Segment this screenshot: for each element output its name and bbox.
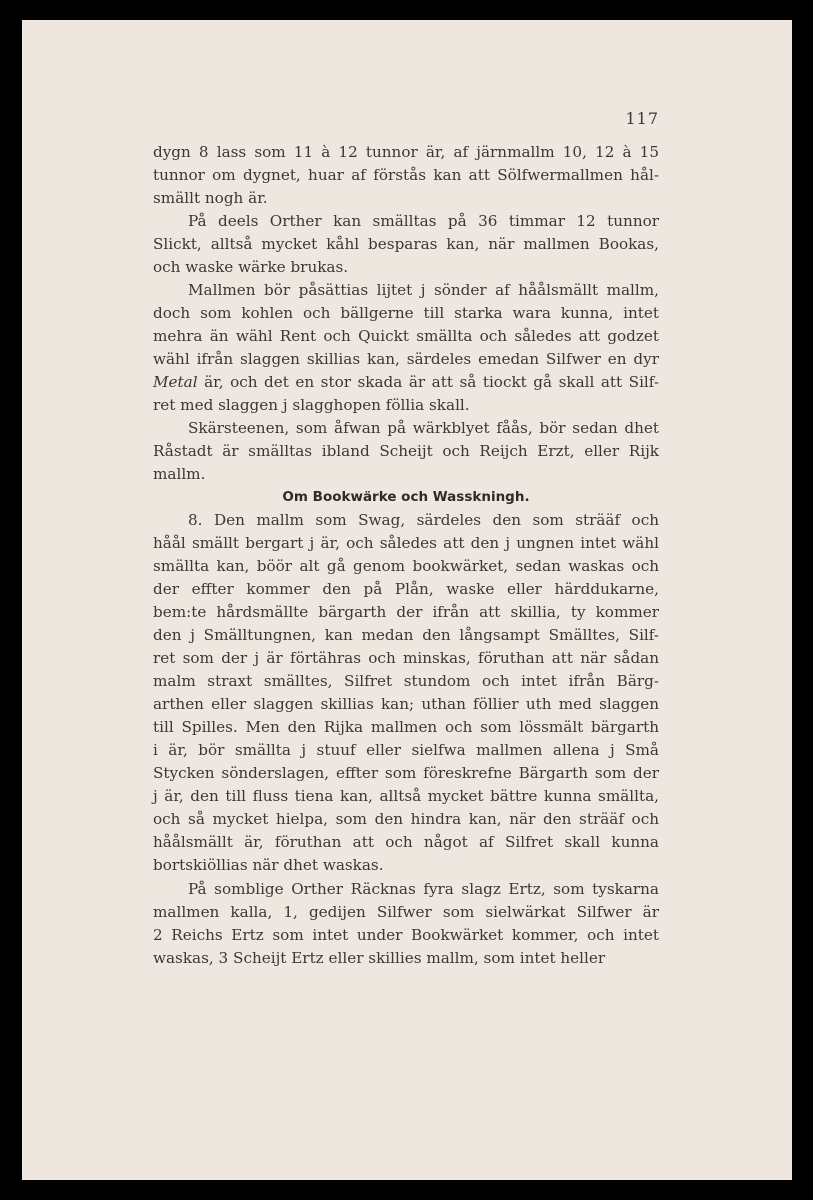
paragraph xyxy=(153,141,659,210)
text-line: dygn 8 lass som 11 à 12 tunnor är, af järnmallm 10, 12 à 15 xyxy=(153,143,659,161)
text-line: Råstadt är smälltas ibland Scheijt och Reijch Erzt, eller Rijk xyxy=(153,442,659,461)
text-line: den j Smälltungnen, kan medan den långsampt Smälltes, Silf- xyxy=(153,626,659,645)
paragraph xyxy=(153,878,659,970)
text-line: malm straxt smälltes, Silfret stundom och intet ifrån Bärg- xyxy=(153,672,659,691)
text-line: tunnor om dygnet, huar af förstås kan att Sölfwermallmen hål- xyxy=(153,166,659,185)
paragraph xyxy=(153,417,659,486)
text-line: der effter kommer den på Plån, waske eller härddukarne, xyxy=(153,580,659,599)
text-line: håålsmällt är, föruthan att och något af Silfret skall kunna xyxy=(153,833,659,852)
text-line: Stycken sönderslagen, effter som föreskrefne Bärgarth som der xyxy=(153,764,659,783)
text-line: wähl ifrån slaggen skillias kan, särdeles emedan Silfwer en dyr xyxy=(153,350,659,369)
text-span: är, och det en stor skada är att så tiockt gå skall att Silf- xyxy=(197,373,659,392)
text-line: i är, bör smällta j stuuf eller sielfwa mallmen allena j Små xyxy=(153,741,659,760)
text-line: mallmen kalla, 1, gedijen Silfwer som sielwärkat Silfwer är xyxy=(153,902,659,921)
text-line: j är, den till fluss tiena kan, alltså mycket bättre kunna smällta, xyxy=(153,787,659,806)
page-number: 117 xyxy=(625,109,659,128)
text-line: mehra än wähl Rent och Quickt smällta och således att godzet xyxy=(153,327,659,346)
text-line: waskas, 3 Scheijt Ertz eller skillies mallm, som intet heller xyxy=(153,948,606,967)
text-line: till Spilles. Men den Rijka mallmen och som lössmält bärgarth xyxy=(153,718,659,737)
text-line: mallm. xyxy=(153,465,206,484)
text-line: Skärsteenen, som åfwan på wärkblyet fåås, bör sedan dhet xyxy=(188,419,659,438)
italic-word: Metal xyxy=(153,373,198,392)
text-line: Om Bookwärke och Wasskningh. xyxy=(282,489,530,506)
paragraph xyxy=(153,279,659,417)
text-line: bortskiöllias när dhet waskas. xyxy=(153,856,384,875)
text-line: 8. Den mallm som Swag, särdeles den som strääf och xyxy=(188,511,659,530)
text-line: bem:te hårdsmällte bärgarth der ifrån att skillia, ty kommer xyxy=(153,603,659,622)
paragraph xyxy=(153,210,659,279)
text-line: smällta kan, böör alt gå genom bookwärket, sedan waskas och xyxy=(153,557,659,576)
section-heading xyxy=(153,486,659,509)
text-line: Mallmen bör påsättias lijtet j sönder af håålsmällt mallm, xyxy=(188,281,659,300)
text-line xyxy=(153,371,659,394)
text-line: och så mycket hielpa, som den hindra kan, när den strääf och xyxy=(153,810,659,829)
paragraph xyxy=(153,509,659,877)
text-line: ret med slaggen j slagghopen föllia skall. xyxy=(153,396,470,415)
body-text xyxy=(153,141,659,970)
text-line: håål smällt bergart j är, och således att den j ungnen intet wähl xyxy=(153,534,659,553)
text-line: 2 Reichs Ertz som intet under Bookwärket kommer, och intet xyxy=(153,925,659,944)
book-page xyxy=(22,20,792,1180)
text-line: och waske wärke brukas. xyxy=(153,258,349,277)
text-line: På somblige Orther Räcknas fyra slagz Ertz, som tyskarna xyxy=(188,879,659,898)
text-line: arthen eller slaggen skillias kan; uthan föllier uth med slaggen xyxy=(153,695,659,714)
text-line: Slickt, alltså mycket kåhl besparas kan, när mallmen Bookas, xyxy=(153,235,659,254)
text-line: doch som kohlen och bällgerne till starka wara kunna, intet xyxy=(153,304,659,323)
text-line: ret som der j är förtähras och minskas, föruthan att när sådan xyxy=(153,649,659,668)
text-line: På deels Orther kan smälltas på 36 timmar 12 tunnor xyxy=(188,212,659,231)
text-line: smällt nogh är. xyxy=(153,189,268,208)
